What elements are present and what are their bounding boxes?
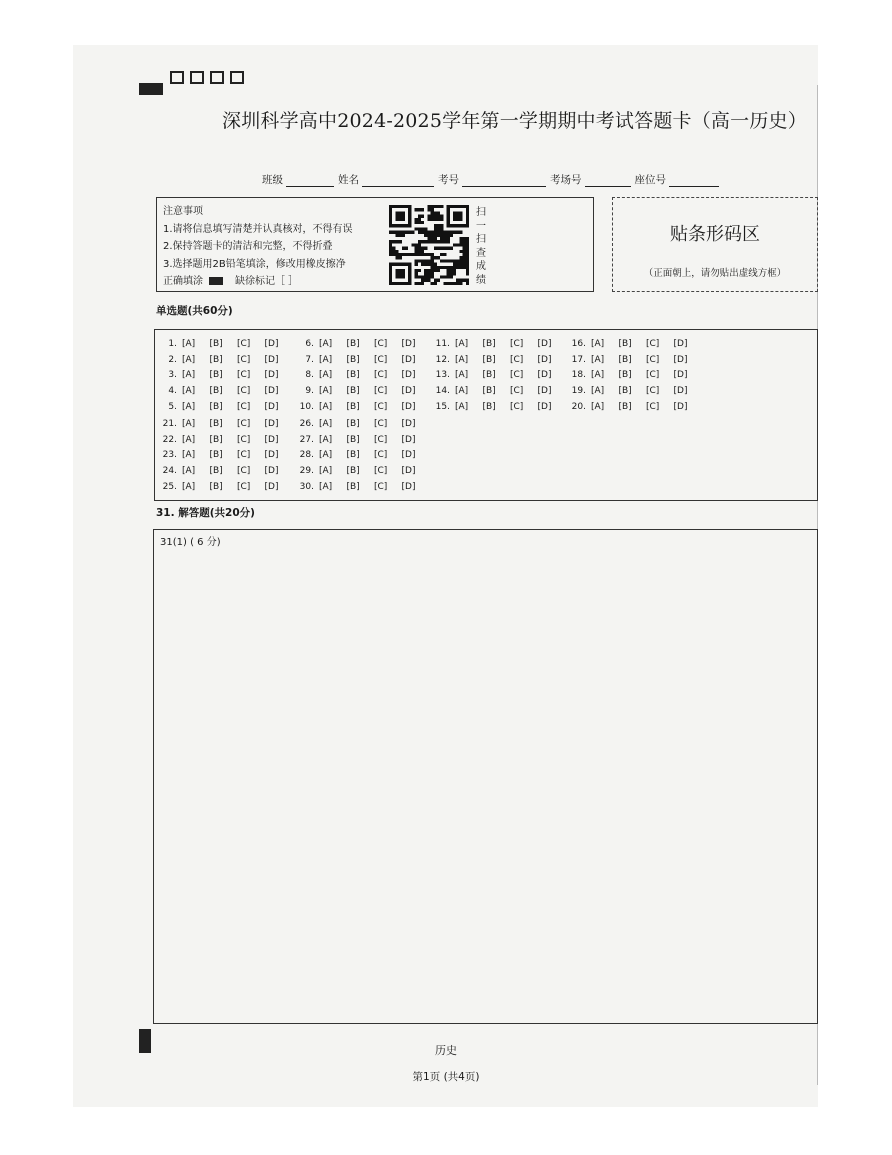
mc-question-row (292, 447, 429, 463)
answer-option-bubble[interactable]: [D] (537, 354, 552, 365)
answer-option-bubble[interactable]: [A] (182, 354, 196, 365)
answer-option-bubble[interactable]: [D] (264, 450, 279, 461)
answer-option-bubble[interactable]: [A] (319, 434, 333, 445)
mc-question-row (155, 336, 292, 352)
question-number: 9. (305, 385, 314, 396)
question-number: 24. (162, 465, 177, 476)
question-number: 10. (299, 401, 314, 412)
answer-option-bubble[interactable]: [D] (264, 354, 279, 365)
answer-option-bubble[interactable]: [D] (401, 385, 416, 396)
fill-instructions (163, 273, 353, 291)
answer-option-bubble[interactable]: [A] (591, 401, 605, 412)
question-number: 8. (305, 370, 314, 381)
question-number: 28. (299, 450, 314, 461)
question-number: 6. (305, 338, 314, 349)
answer-option-bubble[interactable]: [D] (401, 434, 416, 445)
answer-option-bubble[interactable]: [A] (182, 450, 196, 461)
question-number: 11. (435, 338, 450, 349)
mc-question-row (155, 416, 292, 432)
mc-question-row (155, 432, 292, 448)
answer-option-bubble[interactable]: [C] (237, 401, 251, 412)
question-number: 29. (299, 465, 314, 476)
info-field-blank[interactable] (362, 176, 434, 187)
answer-option-bubble[interactable]: [D] (264, 385, 279, 396)
answer-option-bubble[interactable]: [C] (510, 338, 524, 349)
correct-fill-sample (209, 277, 223, 285)
mc-answer-grid (154, 329, 818, 501)
answer-option-bubble[interactable]: [B] (209, 338, 223, 349)
answer-option-bubble[interactable]: [A] (591, 370, 605, 381)
answer-option-bubble[interactable]: [B] (209, 434, 223, 445)
qr-code-icon (389, 205, 469, 285)
mc-question-row (155, 383, 292, 399)
answer-option-bubble[interactable]: [B] (346, 354, 360, 365)
answer-option-bubble[interactable]: [C] (510, 370, 524, 381)
footer-page-number: 第1页 (共4页) (412, 1071, 480, 1083)
mc-question-row (155, 447, 292, 463)
scan-text-char: 绩 (476, 274, 486, 286)
question-number: 1. (168, 338, 177, 349)
answer-option-bubble[interactable]: [D] (673, 338, 688, 349)
question-number: 13. (435, 370, 450, 381)
info-field-blank[interactable] (585, 176, 631, 187)
answer-option-bubble[interactable]: [C] (237, 338, 251, 349)
scan-for-score-text (475, 206, 487, 287)
answer-option-bubble[interactable]: [D] (537, 385, 552, 396)
notice-item: 1.请将信息填写清楚并认真核对，不得有误 (163, 223, 353, 235)
essay-section-label: 31. 解答题(共20分) (156, 507, 255, 519)
answer-option-bubble[interactable]: [D] (401, 370, 416, 381)
answer-option-bubble[interactable]: [D] (537, 370, 552, 381)
answer-option-bubble[interactable]: [A] (182, 418, 196, 429)
mc-question-row (564, 399, 701, 415)
mc-question-row (428, 383, 565, 399)
mc-question-row (564, 367, 701, 383)
answer-option-bubble[interactable]: [B] (346, 418, 360, 429)
question-number: 16. (571, 338, 586, 349)
answer-option-bubble[interactable]: [B] (482, 385, 496, 396)
scan-text-char: 一 (476, 220, 486, 232)
answer-option-bubble[interactable]: [A] (319, 370, 333, 381)
answer-option-bubble[interactable]: [B] (618, 338, 632, 349)
info-field-blank[interactable] (462, 176, 546, 187)
answer-option-bubble[interactable]: [C] (510, 385, 524, 396)
mc-question-row (155, 479, 292, 495)
answer-option-bubble[interactable]: [B] (209, 418, 223, 429)
answer-option-bubble[interactable]: [B] (209, 354, 223, 365)
info-field-label: 座位号 (634, 174, 666, 186)
answer-option-bubble[interactable]: [A] (182, 434, 196, 445)
answer-option-bubble[interactable]: [B] (209, 481, 223, 492)
answer-option-bubble[interactable]: [B] (346, 450, 360, 461)
answer-option-bubble[interactable]: [A] (182, 401, 196, 412)
answer-option-bubble[interactable]: [B] (618, 354, 632, 365)
mc-question-row (292, 336, 429, 352)
question-number: 19. (571, 385, 586, 396)
question-number: 2. (168, 354, 177, 365)
answer-option-bubble[interactable]: [B] (346, 385, 360, 396)
mc-question-row (292, 432, 429, 448)
answer-option-bubble[interactable]: [D] (401, 354, 416, 365)
answer-option-bubble[interactable]: [D] (264, 401, 279, 412)
mc-question-row (292, 416, 429, 432)
answer-option-bubble[interactable]: [A] (319, 338, 333, 349)
alignment-marker-top-left (139, 83, 163, 95)
mc-question-row (292, 352, 429, 368)
answer-option-bubble[interactable]: [C] (374, 481, 388, 492)
answer-option-bubble[interactable]: [D] (673, 385, 688, 396)
info-field-label: 班级 (262, 174, 283, 186)
answer-option-bubble[interactable]: [B] (346, 465, 360, 476)
question-number: 21. (162, 418, 177, 429)
answer-option-bubble[interactable]: [D] (264, 434, 279, 445)
mc-question-row (292, 399, 429, 415)
answer-option-bubble[interactable]: [B] (346, 481, 360, 492)
barcode-title: 贴条形码区 (670, 224, 760, 245)
answer-option-bubble[interactable]: [B] (209, 385, 223, 396)
answer-option-bubble[interactable]: [D] (401, 418, 416, 429)
mc-question-row (564, 352, 701, 368)
id-box (190, 71, 204, 84)
answer-option-bubble[interactable]: [D] (264, 465, 279, 476)
answer-option-bubble[interactable]: [C] (646, 370, 660, 381)
mc-question-row (292, 383, 429, 399)
answer-option-bubble[interactable]: [C] (237, 418, 251, 429)
mc-question-row (155, 463, 292, 479)
mc-column (292, 336, 429, 414)
answer-option-bubble[interactable]: [D] (264, 481, 279, 492)
answer-option-bubble[interactable]: [C] (237, 354, 251, 365)
id-box (230, 71, 244, 84)
answer-option-bubble[interactable]: [A] (591, 338, 605, 349)
answer-option-bubble[interactable]: [A] (182, 385, 196, 396)
answer-option-bubble[interactable]: [B] (346, 434, 360, 445)
scan-text-char: 成 (476, 261, 486, 272)
question-number: 12. (435, 354, 450, 365)
sheet-title: 深圳科学高中2024-2025学年第一学期期中考试答题卡（高一历史） (222, 110, 807, 132)
answer-option-bubble[interactable]: [B] (482, 401, 496, 412)
answer-option-bubble[interactable]: [A] (319, 465, 333, 476)
answer-option-bubble[interactable]: [A] (182, 338, 196, 349)
mc-question-row (155, 352, 292, 368)
barcode-area (612, 197, 818, 292)
mc-column (292, 416, 429, 494)
answer-option-bubble[interactable]: [C] (237, 370, 251, 381)
question-number: 20. (571, 401, 586, 412)
answer-option-bubble[interactable]: [C] (374, 338, 388, 349)
answer-option-bubble[interactable]: [A] (455, 338, 469, 349)
question-number: 5. (168, 401, 177, 412)
mc-column (155, 416, 292, 494)
scan-text-char: 查 (476, 247, 486, 259)
missing-mark-label: 缺徐标记［ ］ (235, 276, 299, 287)
answer-option-bubble[interactable]: [C] (237, 434, 251, 445)
answer-option-bubble[interactable]: [D] (537, 338, 552, 349)
answer-option-bubble[interactable]: [A] (455, 354, 469, 365)
answer-option-bubble[interactable]: [C] (646, 354, 660, 365)
answer-option-bubble[interactable]: [C] (374, 465, 388, 476)
notice-heading: 注意事项 (163, 206, 203, 217)
question-number: 3. (168, 370, 177, 381)
answer-option-bubble[interactable]: [B] (482, 354, 496, 365)
question-number: 30. (299, 481, 314, 492)
answer-option-bubble[interactable]: [C] (646, 385, 660, 396)
mc-question-row (155, 399, 292, 415)
answer-option-bubble[interactable]: [D] (673, 354, 688, 365)
answer-option-bubble[interactable]: [C] (374, 354, 388, 365)
answer-option-bubble[interactable]: [D] (673, 401, 688, 412)
notice-item: 2.保持答题卡的清洁和完整，不得折叠 (163, 241, 333, 252)
question-number: 18. (571, 370, 586, 381)
mc-question-row (428, 336, 565, 352)
answer-option-bubble[interactable]: [C] (510, 401, 524, 412)
answer-option-bubble[interactable]: [C] (374, 370, 388, 381)
info-field-label: 考号 (438, 174, 459, 186)
mc-question-row (564, 383, 701, 399)
mc-question-row (428, 399, 565, 415)
answer-option-bubble[interactable]: [B] (482, 370, 496, 381)
mc-question-row (292, 479, 429, 495)
answer-option-bubble[interactable]: [A] (319, 401, 333, 412)
correct-fill-label: 正确填涂 (163, 276, 203, 287)
mc-question-row (564, 336, 701, 352)
answer-option-bubble[interactable]: [A] (591, 354, 605, 365)
question-number: 14. (435, 385, 450, 396)
info-field-label: 考场号 (550, 174, 582, 186)
scan-text-char: 扫 (476, 234, 486, 245)
answer-option-bubble[interactable]: [A] (319, 418, 333, 429)
answer-option-bubble[interactable]: [C] (237, 385, 251, 396)
answer-option-bubble[interactable]: [D] (537, 401, 552, 412)
answer-option-bubble[interactable]: [C] (374, 418, 388, 429)
answer-option-bubble[interactable]: [A] (182, 465, 196, 476)
answer-option-bubble[interactable]: [C] (237, 481, 251, 492)
mc-question-row (292, 367, 429, 383)
scan-text-char: 扫 (476, 207, 486, 218)
answer-option-bubble[interactable]: [A] (455, 385, 469, 396)
question-number: 23. (162, 450, 177, 461)
answer-option-bubble[interactable]: [A] (591, 385, 605, 396)
answer-option-bubble[interactable]: [B] (209, 450, 223, 461)
question-number: 25. (162, 481, 177, 492)
answer-option-bubble[interactable]: [D] (401, 450, 416, 461)
info-field-blank[interactable] (286, 176, 334, 187)
question-number: 7. (305, 354, 314, 365)
mc-question-row (428, 352, 565, 368)
answer-option-bubble[interactable]: [A] (455, 370, 469, 381)
answer-option-bubble[interactable]: [A] (182, 370, 196, 381)
answer-option-bubble[interactable]: [B] (346, 370, 360, 381)
answer-option-bubble[interactable]: [B] (209, 401, 223, 412)
mc-column (564, 336, 701, 414)
answer-option-bubble[interactable]: [C] (510, 354, 524, 365)
answer-option-bubble[interactable]: [D] (673, 370, 688, 381)
student-info-line (262, 172, 723, 187)
answer-option-bubble[interactable]: [B] (618, 385, 632, 396)
barcode-note: （正面朝上，请勿贴出虚线方框） (643, 268, 787, 279)
answer-option-bubble[interactable]: [B] (346, 401, 360, 412)
footer-subject: 历史 (435, 1044, 457, 1057)
answer-option-bubble[interactable]: [D] (264, 418, 279, 429)
exam-id-boxes (170, 71, 244, 84)
answer-option-bubble[interactable]: [C] (374, 385, 388, 396)
answer-option-bubble[interactable]: [B] (482, 338, 496, 349)
mc-question-row (428, 367, 565, 383)
answer-option-bubble[interactable]: [A] (319, 385, 333, 396)
answer-option-bubble[interactable]: [A] (319, 450, 333, 461)
answer-option-bubble[interactable]: [D] (401, 338, 416, 349)
answer-option-bubble[interactable]: [C] (646, 338, 660, 349)
answer-option-bubble[interactable]: [C] (646, 401, 660, 412)
answer-option-bubble[interactable]: [C] (237, 465, 251, 476)
answer-option-bubble[interactable]: [B] (618, 370, 632, 381)
question-number: 17. (571, 354, 586, 365)
answer-option-bubble[interactable]: [A] (455, 401, 469, 412)
answer-option-bubble[interactable]: [C] (374, 450, 388, 461)
mc-question-row (292, 463, 429, 479)
question-number: 22. (162, 434, 177, 445)
mc-column (428, 336, 565, 414)
answer-option-bubble[interactable]: [A] (182, 481, 196, 492)
info-field-blank[interactable] (669, 176, 719, 187)
info-field-label: 姓名 (338, 174, 359, 186)
essay-part-label: 31(1) ( 6 分) (160, 537, 221, 548)
answer-option-bubble[interactable]: [B] (618, 401, 632, 412)
answer-option-bubble[interactable]: [C] (374, 434, 388, 445)
answer-option-bubble[interactable]: [C] (237, 450, 251, 461)
answer-option-bubble[interactable]: [A] (319, 354, 333, 365)
answer-option-bubble[interactable]: [D] (401, 481, 416, 492)
essay-answer-box[interactable] (153, 529, 818, 1024)
question-number: 26. (299, 418, 314, 429)
answer-option-bubble[interactable]: [B] (346, 338, 360, 349)
answer-option-bubble[interactable]: [B] (209, 465, 223, 476)
answer-option-bubble[interactable]: [A] (319, 481, 333, 492)
id-box (210, 71, 224, 84)
notice-box (156, 197, 594, 292)
answer-option-bubble[interactable]: [C] (374, 401, 388, 412)
answer-option-bubble[interactable]: [D] (264, 338, 279, 349)
id-box (170, 71, 184, 84)
answer-option-bubble[interactable]: [D] (401, 401, 416, 412)
mc-question-row (155, 367, 292, 383)
question-number: 15. (435, 401, 450, 412)
answer-option-bubble[interactable]: [D] (264, 370, 279, 381)
question-number: 27. (299, 434, 314, 445)
mc-section-label: 单选题(共60分) (156, 305, 233, 317)
answer-option-bubble[interactable]: [D] (401, 465, 416, 476)
notice-item: 3.选择题用2B铅笔填涂，修改用橡皮擦净 (163, 258, 346, 270)
question-number: 4. (168, 385, 177, 396)
notice-text (163, 203, 353, 291)
answer-option-bubble[interactable]: [B] (209, 370, 223, 381)
mc-column (155, 336, 292, 414)
